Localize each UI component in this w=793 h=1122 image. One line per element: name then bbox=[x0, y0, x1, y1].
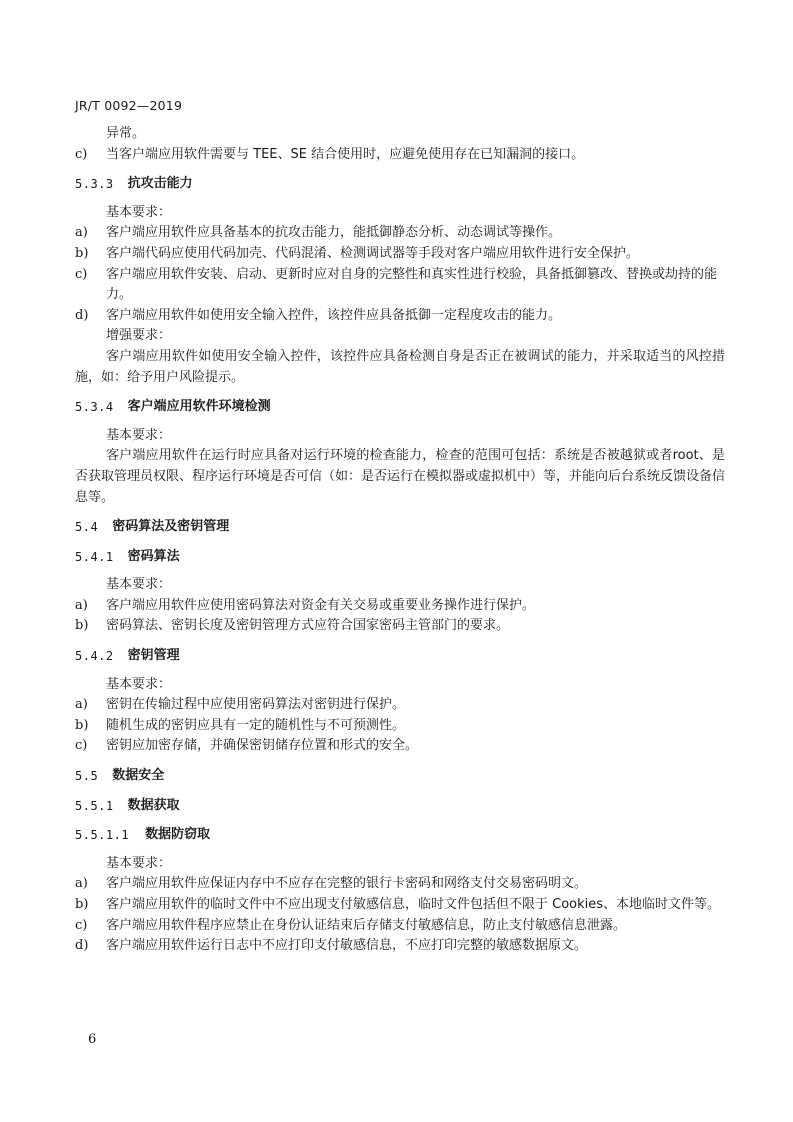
section-title: 数据防窃取 bbox=[145, 827, 211, 843]
list-marker: c) bbox=[75, 146, 88, 162]
section-number: 5.5 bbox=[75, 769, 99, 784]
section-number: 5.3.4 bbox=[75, 400, 114, 415]
list-text: 客户端应用软件安装、启动、更新时应对自身的完整性和真实性进行校验，具备抵御篡改、替换或劫持的能力。 bbox=[106, 266, 718, 303]
list-marker: a) bbox=[75, 225, 88, 241]
list-text: 客户端代码应使用代码加壳、代码混淆、检测调试器等手段对客户端应用软件进行安全保护。 bbox=[106, 245, 640, 261]
list-text: 当客户端应用软件需要与 TEE、SE 结合使用时，应避免使用存在已知漏洞的接口。 bbox=[106, 146, 585, 162]
section-heading-5-5-1 bbox=[75, 796, 725, 817]
list-marker: d) bbox=[75, 307, 89, 323]
list-marker: b) bbox=[75, 245, 89, 261]
list-item bbox=[75, 736, 725, 757]
list-marker: b) bbox=[75, 897, 89, 912]
list-text: 密钥应加密存储，并确保密钥储存位置和形式的安全。 bbox=[106, 738, 419, 754]
section-heading-5-5 bbox=[75, 766, 725, 787]
section-heading-5-4-2 bbox=[75, 646, 725, 667]
basic-requirements-label: 基本要求： bbox=[106, 855, 172, 871]
section-title: 密码算法及密钥管理 bbox=[112, 519, 230, 535]
list-item bbox=[75, 306, 725, 327]
list-item bbox=[75, 616, 725, 637]
section-heading-5-4 bbox=[75, 517, 725, 538]
enhanced-requirements-label: 增强要求： bbox=[106, 328, 172, 344]
list-text: 客户端应用软件应使用密码算法对资金有关交易或重要业务操作进行保护。 bbox=[106, 597, 536, 613]
section-heading-5-3-4 bbox=[75, 397, 725, 418]
section-heading-5-4-1 bbox=[75, 547, 725, 568]
section-title: 数据获取 bbox=[127, 797, 180, 813]
list-text: 密码算法、密钥长度及密钥管理方式应符合国家密码主管部门的要求。 bbox=[106, 618, 510, 634]
basic-requirements-label: 基本要求： bbox=[106, 577, 172, 593]
section-title: 数据安全 bbox=[112, 768, 165, 784]
list-marker: a) bbox=[75, 697, 88, 713]
list-text: 密钥在传输过程中应使用密码算法对密钥进行保护。 bbox=[106, 697, 406, 713]
list-item bbox=[75, 145, 725, 166]
section-title: 客户端应用软件环境检测 bbox=[127, 399, 271, 415]
list-item bbox=[75, 936, 725, 957]
list-text: 客户端应用软件程序应禁止在身份认证结束后存储支付敏感信息，防止支付敏感信息泄露。 bbox=[106, 917, 627, 933]
list-item bbox=[75, 895, 725, 916]
section-number: 5.4.2 bbox=[75, 649, 114, 664]
list-marker: c) bbox=[75, 266, 88, 282]
list-marker: d) bbox=[75, 938, 89, 954]
list-marker: c) bbox=[75, 917, 88, 933]
list-item bbox=[75, 244, 725, 265]
basic-requirements-label: 基本要求： bbox=[106, 204, 172, 220]
section-number: 5.3.3 bbox=[75, 177, 114, 192]
document-code: JR/T 0092—2019 bbox=[75, 98, 183, 113]
list-marker: b) bbox=[75, 717, 89, 733]
list-item bbox=[75, 223, 725, 244]
list-text: 随机生成的密钥应具有一定的随机性与不可预测性。 bbox=[106, 717, 406, 733]
section-number: 5.4.1 bbox=[75, 549, 114, 564]
section-heading-5-3-3 bbox=[75, 174, 725, 195]
section-number: 5.5.1 bbox=[75, 798, 114, 813]
list-text: 客户端应用软件的临时文件中不应出现支付敏感信息，临时文件包括但不限于 Cookies、本地临时文件等。 bbox=[106, 897, 721, 912]
section-number: 5.4 bbox=[75, 520, 99, 535]
list-item bbox=[75, 265, 725, 306]
page-number: 6 bbox=[88, 1032, 97, 1047]
section-title: 密钥管理 bbox=[127, 648, 180, 664]
section-number: 5.5.1.1 bbox=[75, 828, 130, 843]
document-body bbox=[75, 124, 725, 957]
list-text: 客户端应用软件应保证内存中不应存在完整的银行卡密码和网络支付交易密码明文。 bbox=[106, 876, 588, 892]
list-item bbox=[75, 874, 725, 895]
list-marker: b) bbox=[75, 618, 89, 634]
list-item bbox=[75, 695, 725, 716]
list-item bbox=[75, 916, 725, 937]
list-item bbox=[75, 596, 725, 617]
section-paragraph: 客户端应用软件在运行时应具备对运行环境的检查能力，检查的范围可包括：系统是否被越狱或者root、是否获取管理员权限、程序运行环境是否可信（如：是否运行在模拟器或虚拟机中）等，并能向后台系统反馈设备信息等。 bbox=[75, 448, 726, 505]
section-title: 密码算法 bbox=[127, 548, 180, 564]
list-item bbox=[75, 716, 725, 737]
list-text: 客户端应用软件运行日志中不应打印支付敏感信息，不应打印完整的敏感数据原文。 bbox=[106, 938, 588, 954]
basic-requirements-label: 基本要求： bbox=[106, 427, 172, 443]
list-text: 客户端应用软件应具备基本的抗攻击能力，能抵御静态分析、动态调试等操作。 bbox=[106, 225, 562, 241]
enhanced-requirements-text: 客户端应用软件如使用安全输入控件，该控件应具备检测自身是否正在被调试的能力，并采取适当的风控措施，如：给予用户风险提示。 bbox=[75, 348, 725, 385]
basic-requirements-label: 基本要求： bbox=[106, 676, 172, 692]
section-title: 抗攻击能力 bbox=[127, 176, 193, 192]
list-marker: a) bbox=[75, 597, 88, 613]
list-marker: a) bbox=[75, 876, 88, 892]
list-marker: c) bbox=[75, 738, 88, 754]
continuation-text: 异常。 bbox=[106, 126, 146, 141]
section-heading-5-5-1-1 bbox=[75, 825, 725, 846]
list-text: 客户端应用软件如使用安全输入控件，该控件应具备抵御一定程度攻击的能力。 bbox=[106, 307, 562, 323]
